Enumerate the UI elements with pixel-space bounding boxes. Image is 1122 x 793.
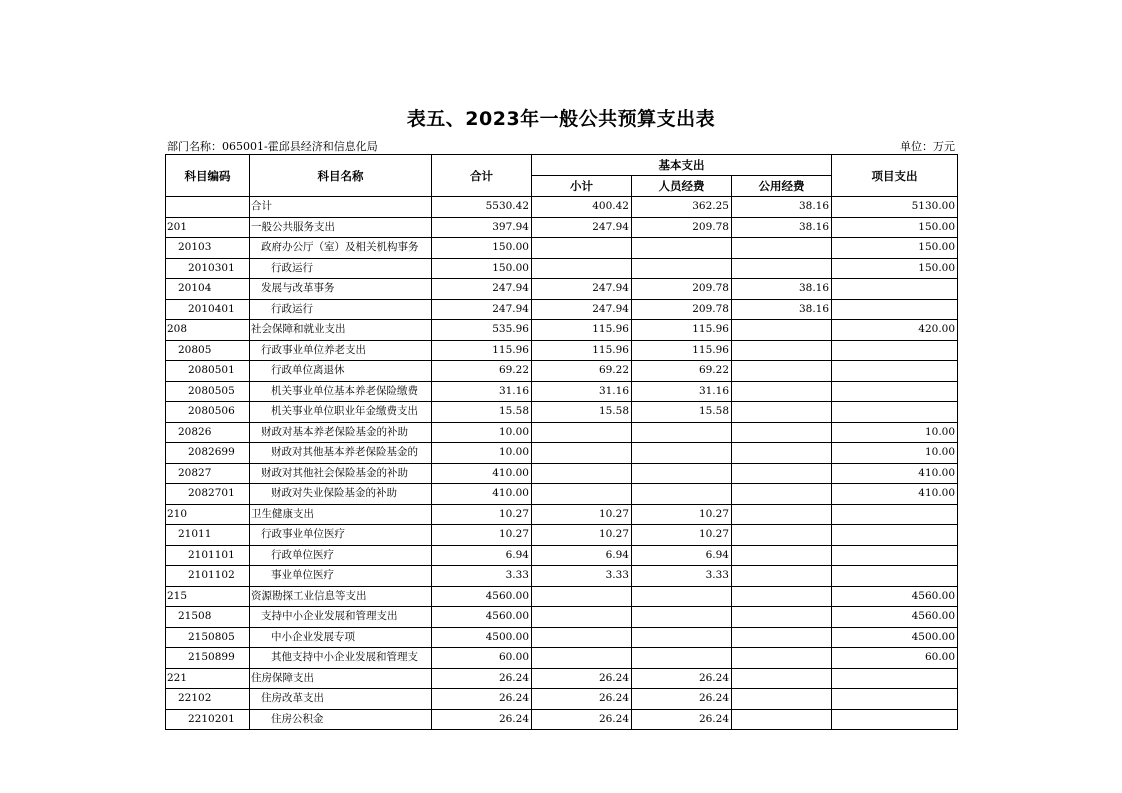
cell-public bbox=[732, 504, 832, 525]
cell-public bbox=[732, 443, 832, 464]
cell-subtotal: 31.16 bbox=[532, 381, 632, 402]
cell-personnel bbox=[632, 422, 732, 443]
header-personnel: 人员经费 bbox=[632, 176, 732, 197]
cell-total: 535.96 bbox=[432, 320, 532, 341]
table-row bbox=[166, 197, 958, 218]
page-title: 表五、2023年一般公共预算支出表 bbox=[406, 108, 716, 130]
cell-total: 60.00 bbox=[432, 648, 532, 669]
cell-code bbox=[166, 197, 250, 218]
cell-personnel: 10.27 bbox=[632, 525, 732, 546]
cell-public bbox=[732, 607, 832, 628]
cell-name: 其他支持中小企业发展和管理支 bbox=[250, 648, 432, 669]
cell-code: 215 bbox=[166, 586, 250, 607]
cell-project: 10.00 bbox=[832, 443, 958, 464]
table-row bbox=[166, 279, 958, 300]
cell-personnel bbox=[632, 443, 732, 464]
cell-name: 支持中小企业发展和管理支出 bbox=[250, 607, 432, 628]
cell-personnel bbox=[632, 586, 732, 607]
table-row bbox=[166, 422, 958, 443]
cell-name: 资源勘探工业信息等支出 bbox=[250, 586, 432, 607]
cell-total: 6.94 bbox=[432, 545, 532, 566]
cell-name: 政府办公厅（室）及相关机构事务 bbox=[250, 238, 432, 259]
cell-public bbox=[732, 525, 832, 546]
cell-name: 机关事业单位职业年金缴费支出 bbox=[250, 402, 432, 423]
cell-personnel: 209.78 bbox=[632, 217, 732, 238]
table-row bbox=[166, 648, 958, 669]
cell-name: 行政事业单位医疗 bbox=[250, 525, 432, 546]
table-row bbox=[166, 545, 958, 566]
cell-subtotal bbox=[532, 258, 632, 279]
cell-name: 行政单位医疗 bbox=[250, 545, 432, 566]
cell-public bbox=[732, 320, 832, 341]
cell-total: 4560.00 bbox=[432, 586, 532, 607]
cell-total: 410.00 bbox=[432, 484, 532, 505]
cell-name: 发展与改革事务 bbox=[250, 279, 432, 300]
cell-project bbox=[832, 545, 958, 566]
cell-project bbox=[832, 279, 958, 300]
cell-total: 410.00 bbox=[432, 463, 532, 484]
cell-total: 26.24 bbox=[432, 668, 532, 689]
cell-total: 150.00 bbox=[432, 238, 532, 259]
cell-project bbox=[832, 381, 958, 402]
cell-code: 2080501 bbox=[166, 361, 250, 382]
table-row bbox=[166, 689, 958, 710]
cell-project bbox=[832, 504, 958, 525]
table-row bbox=[166, 709, 958, 730]
cell-code: 20827 bbox=[166, 463, 250, 484]
cell-subtotal: 26.24 bbox=[532, 668, 632, 689]
cell-subtotal: 10.27 bbox=[532, 525, 632, 546]
cell-code: 2150899 bbox=[166, 648, 250, 669]
cell-public bbox=[732, 238, 832, 259]
cell-public bbox=[732, 361, 832, 382]
cell-code: 2210201 bbox=[166, 709, 250, 730]
cell-project: 4560.00 bbox=[832, 586, 958, 607]
table-row bbox=[166, 607, 958, 628]
cell-code: 21508 bbox=[166, 607, 250, 628]
cell-public: 38.16 bbox=[732, 299, 832, 320]
cell-personnel: 6.94 bbox=[632, 545, 732, 566]
table-row bbox=[166, 668, 958, 689]
table-row bbox=[166, 217, 958, 238]
cell-personnel: 15.58 bbox=[632, 402, 732, 423]
cell-public bbox=[732, 484, 832, 505]
cell-total: 4560.00 bbox=[432, 607, 532, 628]
cell-project: 60.00 bbox=[832, 648, 958, 669]
cell-total: 150.00 bbox=[432, 258, 532, 279]
cell-total: 115.96 bbox=[432, 340, 532, 361]
budget-table bbox=[165, 154, 958, 730]
cell-name: 行政运行 bbox=[250, 258, 432, 279]
cell-subtotal: 6.94 bbox=[532, 545, 632, 566]
cell-subtotal bbox=[532, 422, 632, 443]
table-row bbox=[166, 586, 958, 607]
cell-name: 财政对其他基本养老保险基金的 bbox=[250, 443, 432, 464]
cell-code: 20826 bbox=[166, 422, 250, 443]
table-row bbox=[166, 443, 958, 464]
cell-name: 行政运行 bbox=[250, 299, 432, 320]
cell-public: 38.16 bbox=[732, 217, 832, 238]
header-name: 科目名称 bbox=[250, 155, 432, 197]
cell-code: 2082701 bbox=[166, 484, 250, 505]
cell-project: 5130.00 bbox=[832, 197, 958, 218]
table-row bbox=[166, 463, 958, 484]
cell-code: 2101101 bbox=[166, 545, 250, 566]
cell-personnel: 209.78 bbox=[632, 299, 732, 320]
cell-personnel: 31.16 bbox=[632, 381, 732, 402]
cell-code: 20103 bbox=[166, 238, 250, 259]
cell-subtotal: 400.42 bbox=[532, 197, 632, 218]
cell-code: 208 bbox=[166, 320, 250, 341]
cell-subtotal bbox=[532, 586, 632, 607]
cell-personnel: 26.24 bbox=[632, 668, 732, 689]
table-row bbox=[166, 484, 958, 505]
cell-personnel: 362.25 bbox=[632, 197, 732, 218]
cell-project bbox=[832, 689, 958, 710]
cell-public bbox=[732, 422, 832, 443]
cell-subtotal bbox=[532, 627, 632, 648]
cell-subtotal: 26.24 bbox=[532, 689, 632, 710]
cell-name: 中小企业发展专项 bbox=[250, 627, 432, 648]
cell-total: 10.00 bbox=[432, 422, 532, 443]
cell-personnel bbox=[632, 627, 732, 648]
cell-personnel: 115.96 bbox=[632, 320, 732, 341]
table-row bbox=[166, 361, 958, 382]
cell-total: 26.24 bbox=[432, 689, 532, 710]
cell-public bbox=[732, 689, 832, 710]
table-row bbox=[166, 299, 958, 320]
department-label: 部门名称：065001-霍邱县经济和信息化局 bbox=[167, 140, 378, 153]
cell-subtotal: 10.27 bbox=[532, 504, 632, 525]
cell-subtotal bbox=[532, 484, 632, 505]
cell-project: 150.00 bbox=[832, 238, 958, 259]
header-project: 项目支出 bbox=[832, 155, 958, 197]
cell-name: 行政单位离退休 bbox=[250, 361, 432, 382]
header-total: 合计 bbox=[432, 155, 532, 197]
cell-personnel bbox=[632, 484, 732, 505]
cell-project bbox=[832, 525, 958, 546]
cell-name: 行政事业单位养老支出 bbox=[250, 340, 432, 361]
cell-subtotal: 115.96 bbox=[532, 340, 632, 361]
cell-project: 410.00 bbox=[832, 484, 958, 505]
table-row bbox=[166, 504, 958, 525]
table-row bbox=[166, 525, 958, 546]
cell-project bbox=[832, 709, 958, 730]
cell-public: 38.16 bbox=[732, 279, 832, 300]
cell-personnel bbox=[632, 648, 732, 669]
cell-subtotal: 26.24 bbox=[532, 709, 632, 730]
cell-code: 2150805 bbox=[166, 627, 250, 648]
cell-public bbox=[732, 627, 832, 648]
cell-code: 201 bbox=[166, 217, 250, 238]
cell-public bbox=[732, 709, 832, 730]
cell-total: 10.00 bbox=[432, 443, 532, 464]
cell-code: 210 bbox=[166, 504, 250, 525]
table-header bbox=[166, 155, 958, 197]
cell-personnel bbox=[632, 607, 732, 628]
table-row bbox=[166, 566, 958, 587]
cell-subtotal: 247.94 bbox=[532, 299, 632, 320]
cell-public bbox=[732, 566, 832, 587]
table-row bbox=[166, 258, 958, 279]
cell-personnel bbox=[632, 258, 732, 279]
cell-name: 财政对基本养老保险基金的补助 bbox=[250, 422, 432, 443]
cell-code: 20805 bbox=[166, 340, 250, 361]
cell-project bbox=[832, 668, 958, 689]
cell-code: 2010301 bbox=[166, 258, 250, 279]
cell-name: 卫生健康支出 bbox=[250, 504, 432, 525]
cell-subtotal: 69.22 bbox=[532, 361, 632, 382]
cell-subtotal bbox=[532, 443, 632, 464]
header-code: 科目编码 bbox=[166, 155, 250, 197]
cell-public bbox=[732, 340, 832, 361]
header-basic: 基本支出 bbox=[532, 155, 832, 176]
cell-name: 住房保障支出 bbox=[250, 668, 432, 689]
cell-name: 住房改革支出 bbox=[250, 689, 432, 710]
cell-personnel: 26.24 bbox=[632, 709, 732, 730]
cell-code: 21011 bbox=[166, 525, 250, 546]
cell-subtotal bbox=[532, 463, 632, 484]
cell-public bbox=[732, 586, 832, 607]
cell-subtotal bbox=[532, 238, 632, 259]
cell-project: 4500.00 bbox=[832, 627, 958, 648]
header-public: 公用经费 bbox=[732, 176, 832, 197]
cell-code: 2080505 bbox=[166, 381, 250, 402]
table-row bbox=[166, 238, 958, 259]
cell-project: 4560.00 bbox=[832, 607, 958, 628]
cell-personnel: 26.24 bbox=[632, 689, 732, 710]
cell-total: 15.58 bbox=[432, 402, 532, 423]
cell-project: 420.00 bbox=[832, 320, 958, 341]
cell-personnel: 3.33 bbox=[632, 566, 732, 587]
cell-personnel: 209.78 bbox=[632, 279, 732, 300]
table-row bbox=[166, 320, 958, 341]
cell-subtotal: 247.94 bbox=[532, 217, 632, 238]
cell-total: 247.94 bbox=[432, 279, 532, 300]
cell-total: 4500.00 bbox=[432, 627, 532, 648]
table-row bbox=[166, 340, 958, 361]
cell-name: 事业单位医疗 bbox=[250, 566, 432, 587]
cell-public bbox=[732, 402, 832, 423]
cell-subtotal: 3.33 bbox=[532, 566, 632, 587]
cell-project bbox=[832, 340, 958, 361]
table-row bbox=[166, 627, 958, 648]
cell-project: 150.00 bbox=[832, 217, 958, 238]
cell-project bbox=[832, 299, 958, 320]
cell-project bbox=[832, 402, 958, 423]
table-row bbox=[166, 381, 958, 402]
cell-total: 31.16 bbox=[432, 381, 532, 402]
cell-project: 410.00 bbox=[832, 463, 958, 484]
cell-public bbox=[732, 463, 832, 484]
cell-total: 5530.42 bbox=[432, 197, 532, 218]
cell-personnel bbox=[632, 463, 732, 484]
cell-code: 2010401 bbox=[166, 299, 250, 320]
cell-name: 机关事业单位基本养老保险缴费 bbox=[250, 381, 432, 402]
cell-name: 合计 bbox=[250, 197, 432, 218]
unit-label: 单位：万元 bbox=[900, 140, 955, 153]
cell-public bbox=[732, 545, 832, 566]
cell-total: 10.27 bbox=[432, 525, 532, 546]
cell-personnel: 69.22 bbox=[632, 361, 732, 382]
table-body bbox=[166, 197, 958, 730]
cell-project: 10.00 bbox=[832, 422, 958, 443]
cell-code: 2080506 bbox=[166, 402, 250, 423]
cell-name: 财政对失业保险基金的补助 bbox=[250, 484, 432, 505]
cell-public bbox=[732, 668, 832, 689]
cell-project bbox=[832, 361, 958, 382]
cell-code: 22102 bbox=[166, 689, 250, 710]
cell-name: 一般公共服务支出 bbox=[250, 217, 432, 238]
cell-subtotal: 115.96 bbox=[532, 320, 632, 341]
cell-project bbox=[832, 566, 958, 587]
cell-public bbox=[732, 258, 832, 279]
cell-public: 38.16 bbox=[732, 197, 832, 218]
cell-total: 10.27 bbox=[432, 504, 532, 525]
cell-total: 247.94 bbox=[432, 299, 532, 320]
cell-total: 69.22 bbox=[432, 361, 532, 382]
cell-public bbox=[732, 381, 832, 402]
cell-subtotal bbox=[532, 607, 632, 628]
header-subtotal: 小计 bbox=[532, 176, 632, 197]
cell-name: 财政对其他社会保险基金的补助 bbox=[250, 463, 432, 484]
cell-total: 3.33 bbox=[432, 566, 532, 587]
cell-personnel: 115.96 bbox=[632, 340, 732, 361]
cell-public bbox=[732, 648, 832, 669]
cell-total: 397.94 bbox=[432, 217, 532, 238]
cell-project: 150.00 bbox=[832, 258, 958, 279]
table-row bbox=[166, 402, 958, 423]
cell-total: 26.24 bbox=[432, 709, 532, 730]
cell-code: 20104 bbox=[166, 279, 250, 300]
cell-code: 2082699 bbox=[166, 443, 250, 464]
cell-personnel: 10.27 bbox=[632, 504, 732, 525]
cell-code: 2101102 bbox=[166, 566, 250, 587]
cell-subtotal: 247.94 bbox=[532, 279, 632, 300]
cell-subtotal: 15.58 bbox=[532, 402, 632, 423]
cell-subtotal bbox=[532, 648, 632, 669]
cell-personnel bbox=[632, 238, 732, 259]
cell-name: 住房公积金 bbox=[250, 709, 432, 730]
cell-code: 221 bbox=[166, 668, 250, 689]
cell-name: 社会保障和就业支出 bbox=[250, 320, 432, 341]
